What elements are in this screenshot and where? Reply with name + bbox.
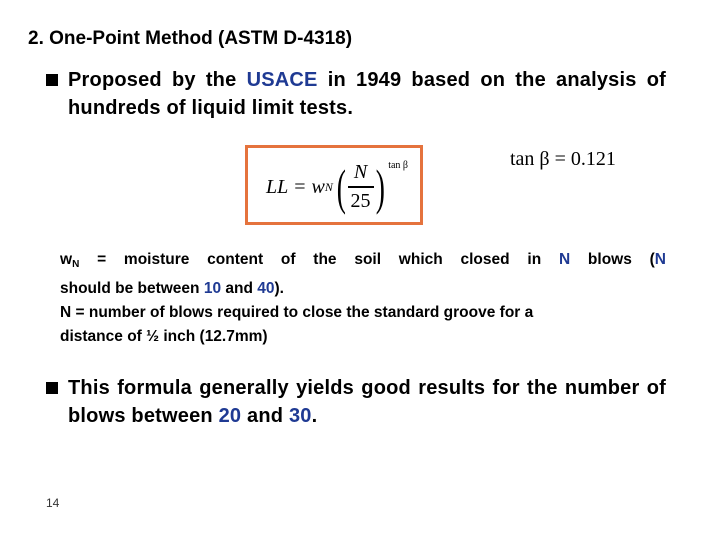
bullet-text-part: Proposed by the	[68, 69, 247, 91]
fraction-bar	[348, 186, 374, 188]
definitions	[60, 248, 666, 349]
n-definition-line1: N = number of blows required to close the standard groove for a	[60, 304, 534, 321]
square-bullet-icon	[46, 382, 58, 394]
range-min-highlight: 10	[203, 280, 222, 297]
definition-text: should be between	[60, 280, 204, 297]
formula-box	[245, 145, 423, 225]
slide-title: 2. One-Point Method (ASTM D-4318)	[28, 28, 353, 49]
bullet-blows-range	[46, 374, 666, 430]
formula-exponent: tan β	[388, 160, 409, 171]
formula-lhs: LL	[266, 175, 289, 198]
blows-n-highlight: N	[558, 251, 571, 268]
wn-definition-line1	[60, 248, 666, 277]
page-number: 14	[46, 496, 60, 510]
formula-equals: =	[294, 175, 306, 198]
n-definition-line2: distance of ½ inch (12.7mm)	[60, 328, 268, 345]
bullet-text-part: .	[311, 405, 318, 427]
bullet-text-part: analysis of hundreds of liquid limit tests.	[68, 69, 666, 119]
bullet-usace	[46, 66, 666, 122]
formula-right-paren: )	[375, 159, 385, 215]
blows-n-highlight: N	[654, 251, 666, 268]
formula-left-paren: (	[336, 159, 346, 215]
definition-text: blows (	[570, 251, 655, 268]
definition-text: and	[221, 280, 258, 297]
definition-text: ).	[274, 280, 284, 297]
wn-subscript: N	[72, 259, 80, 270]
bullet-usace-text	[68, 66, 666, 122]
square-bullet-icon	[46, 74, 58, 86]
range-max-highlight: 40	[257, 280, 275, 297]
formula-numerator: N	[353, 161, 368, 184]
bullet-text-part: number of blows between	[68, 377, 666, 427]
tan-beta-value: tan β = 0.121	[510, 148, 616, 170]
formula-denominator: 25	[350, 189, 371, 212]
formula-fraction	[348, 161, 374, 213]
usace-highlight: USACE	[246, 69, 318, 91]
blows-min-highlight: 20	[218, 405, 242, 427]
wn-variable: w	[60, 251, 73, 268]
blows-max-highlight: 30	[288, 405, 312, 427]
formula-w: w	[311, 175, 325, 198]
formula-w-sub: N	[324, 179, 333, 194]
bullet-text-part: and	[241, 405, 289, 427]
bullet-blows-text	[68, 374, 666, 430]
definition-text: = moisture content of the soil which closed in	[79, 251, 559, 268]
bullet-text-part: This formula generally yields good results for the	[68, 377, 558, 399]
liquid-limit-formula	[266, 158, 408, 216]
wn-definition-line2	[60, 277, 666, 301]
bullet-text-part: in 1949 based on the	[317, 69, 546, 91]
